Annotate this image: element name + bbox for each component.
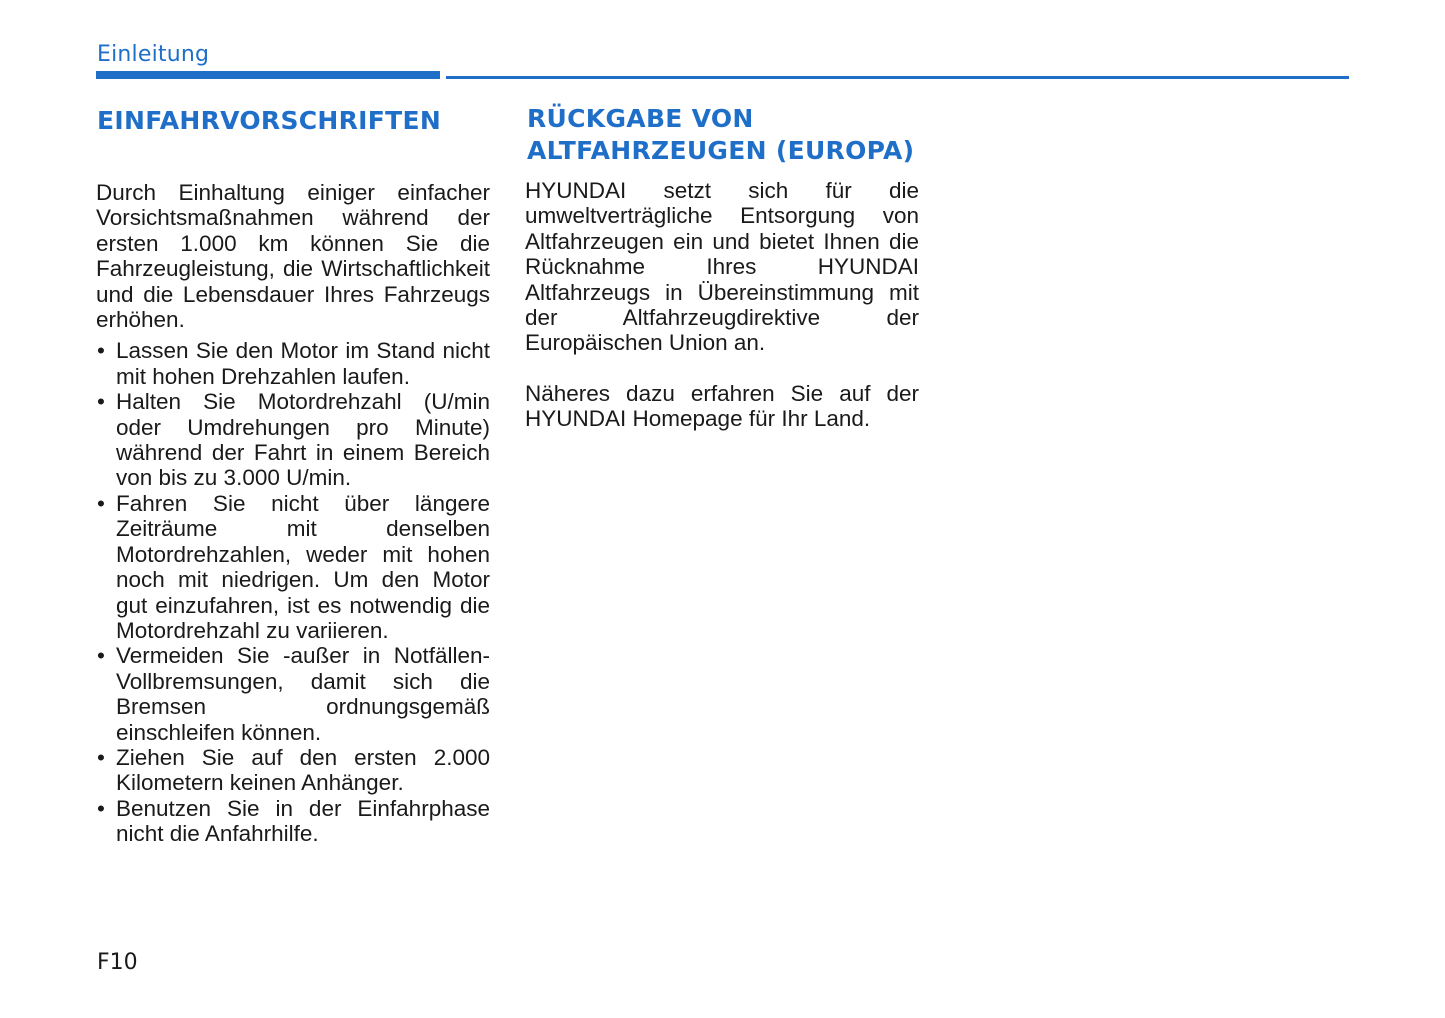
vehicle-return-heading bbox=[527, 103, 947, 167]
section-label: Einleitung bbox=[97, 42, 210, 67]
bullet-item bbox=[96, 389, 490, 491]
bullet-item bbox=[96, 796, 490, 847]
run-in-column bbox=[96, 180, 490, 847]
bullet-item bbox=[96, 745, 490, 796]
vehicle-return-column bbox=[525, 178, 919, 432]
run-in-heading: EINFAHRVORSCHRIFTEN bbox=[97, 106, 442, 135]
vehicle-return-paragraph-2: Näheres dazu erfahren Sie auf der HYUNDAI Homepage für Ihr Land. bbox=[525, 380, 919, 432]
bullet-dot: • bbox=[97, 389, 105, 415]
bullet-dot: • bbox=[97, 338, 105, 364]
bullet-item bbox=[96, 643, 490, 745]
bullet-dot: • bbox=[97, 643, 105, 669]
bullet-dot: • bbox=[97, 795, 105, 821]
run-in-intro: Durch Einhaltung einiger einfacher Vorsichtsmaßnahmen während der ersten 1.000 km können Sie die Fahrzeugleistung, die Wirtschaftlichkeit und die Lebensdauer Ihres Fahrzeugs erhöhen. bbox=[96, 180, 490, 333]
bullet-item bbox=[96, 491, 490, 643]
bullet-text: Vermeiden Sie -außer in Notfällen- Vollbremsungen, damit sich die Bremsen ordnungsgemäß einschleifen können. bbox=[116, 643, 490, 745]
header-bar-thick bbox=[96, 71, 440, 79]
bullet-text: Lassen Sie den Motor im Stand nicht mit hohen Drehzahlen laufen. bbox=[116, 338, 490, 389]
bullet-item bbox=[96, 338, 490, 389]
bullet-text: Ziehen Sie auf den ersten 2.000 Kilometern keinen Anhänger. bbox=[116, 744, 490, 796]
bullet-text: Fahren Sie nicht über längere Zeiträume mit denselben Motordrehzahlen, weder mit hohen noch mit niedrigen. Um den Motor gut einzufahren, ist es notwendig die Motordrehzahl zu variieren. bbox=[116, 490, 490, 643]
vehicle-return-paragraph-1: HYUNDAI setzt sich für die umweltverträgliche Entsorgung von Altfahrzeugen ein und bietet Ihnen die Rücknahme Ihres HYUNDAI Altfahrzeugs in Übereinstimmung mit der Altfahrzeugdirektive der Europäischen Union an. bbox=[525, 178, 919, 356]
vehicle-return-heading-line2: ALTFAHRZEUGEN (EUROPA) bbox=[527, 136, 915, 165]
run-in-bullet-list bbox=[96, 338, 490, 846]
bullet-text: Benutzen Sie in der Einfahrphase nicht die Anfahrhilfe. bbox=[116, 795, 490, 847]
vehicle-return-heading-line1: RÜCKGABE VON bbox=[527, 104, 754, 133]
bullet-dot: • bbox=[97, 490, 105, 516]
bullet-text: Halten Sie Motordrehzahl (U/min oder Umdrehungen pro Minute) während der Fahrt in einem Bereich von bis zu 3.000 U/min. bbox=[116, 389, 490, 491]
bullet-dot: • bbox=[97, 744, 105, 770]
header-rule bbox=[446, 76, 1349, 79]
page-number: F10 bbox=[97, 950, 138, 975]
